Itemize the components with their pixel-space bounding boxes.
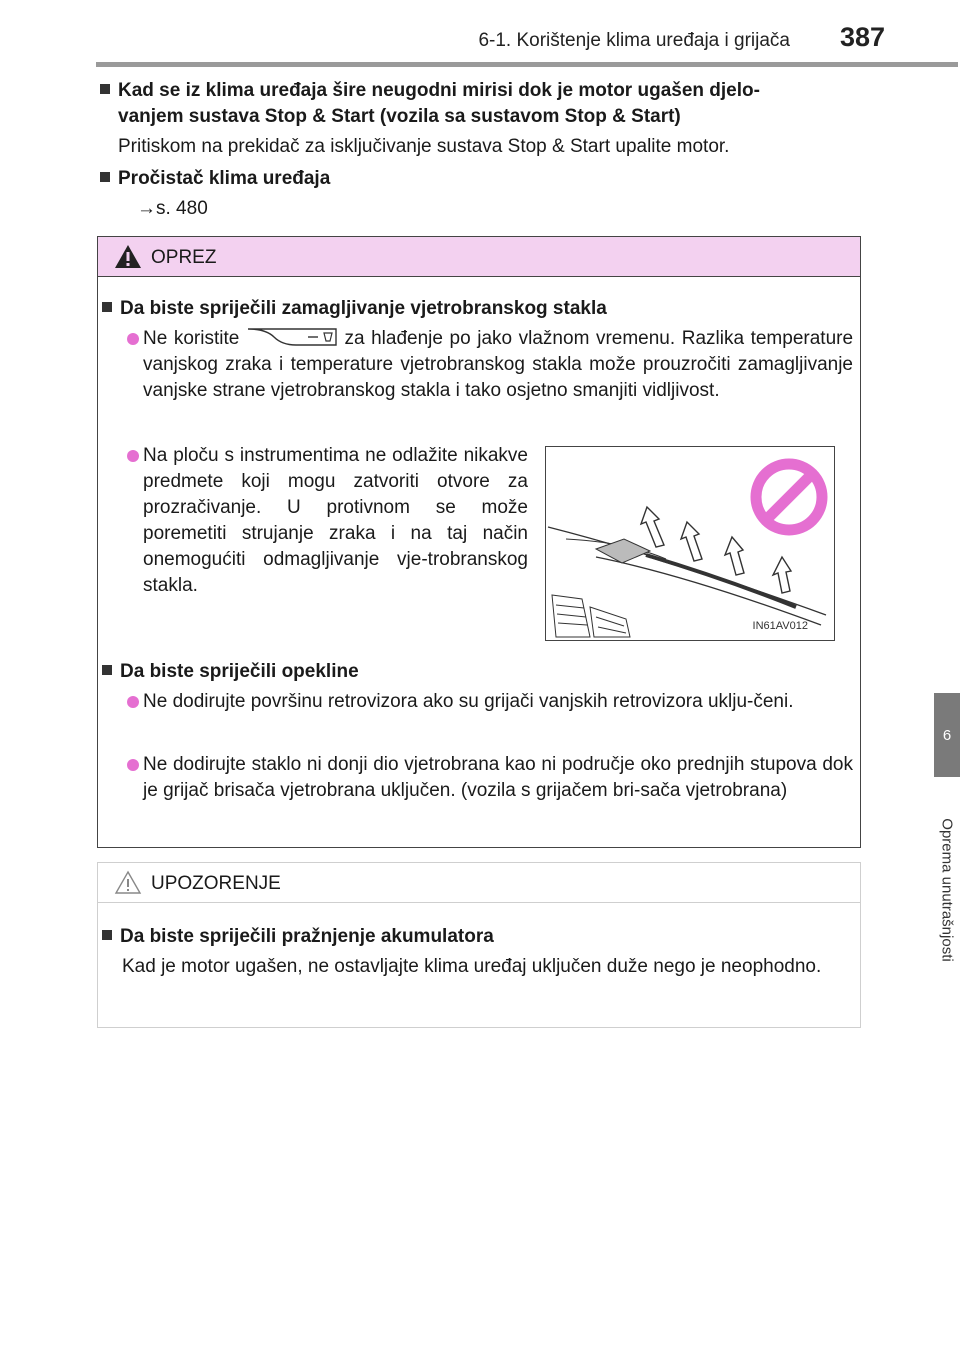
fog-item-1 (143, 326, 853, 404)
square-bullet-icon (100, 172, 110, 182)
square-bullet-icon (100, 84, 110, 94)
notice-box (97, 862, 861, 1028)
figure-code: IN61AV012 (752, 620, 808, 632)
filter-reference-link[interactable]: →s. 480 (137, 198, 208, 219)
page-number: 387 (840, 22, 886, 52)
notice-title: UPOZORENJE (151, 873, 281, 894)
bullet-dot-icon (127, 450, 139, 462)
airflow-arrow-icon (773, 557, 791, 593)
odors-heading (100, 78, 860, 104)
warning-triangle-icon (114, 244, 142, 269)
odors-heading-line2: vanjem sustava Stop & Start (vozila sa sustavom Stop & Start) (118, 106, 681, 127)
warning-outline-icon (114, 870, 142, 895)
header-rule (96, 62, 958, 67)
bullet-dot-icon (127, 333, 139, 345)
burns-heading (102, 659, 842, 685)
odors-text: Pritiskom na prekidač za isključivanje sustava Stop & Start upalite motor. (118, 136, 730, 157)
airflow-arrow-icon (725, 537, 744, 575)
windshield-defog-icon (246, 327, 338, 347)
burns-heading-text: Da biste spriječili opekline (120, 661, 359, 682)
fog-item-1-part2: za hlađenje po jako vlažnom vremenu. Razlika temperature vanjskog zraka i temperature vjetrobranskog stakla može prouzročiti zamagljivanje vanjske strane vjetrobranskog stakla i tako osjetno smanjiti vidljivost. (143, 328, 854, 401)
chapter-title: Oprema unutrašnjosti (938, 818, 956, 962)
caution-title: OPREZ (151, 247, 217, 268)
burns-item-1: Ne dodirujte površinu retrovizora ako su grijači vanjskih retrovizora uklju-čeni. (143, 691, 794, 712)
fog-item-1-part1: Ne koristite (143, 328, 240, 349)
caution-box (97, 236, 861, 848)
square-bullet-icon (102, 930, 112, 940)
fog-heading-text: Da biste spriječili zamagljivanje vjetrobranskog stakla (120, 298, 607, 319)
airflow-arrow-icon (681, 522, 702, 561)
square-bullet-icon (102, 302, 112, 312)
prohibition-icon (756, 464, 822, 530)
odors-heading-line1: Kad se iz klima uređaja šire neugodni mirisi dok je motor ugašen djelo- (118, 80, 760, 101)
burns-item-2: Ne dodirujte staklo ni donji dio vjetrobrana kao ni područje oko prednjih stupova dok je grijač brisača vjetrobrana uključen. (vozila s grijačem bri-sača vjetrobrana) (143, 754, 853, 801)
filter-heading-text: Pročistač klima uređaja (118, 168, 331, 189)
caution-header (98, 237, 860, 277)
dashboard-vents-figure (545, 446, 835, 641)
battery-heading (102, 924, 842, 950)
section-title: 6-1. Korištenje klima uređaja i grijača (478, 30, 790, 51)
dashboard-illustration (546, 447, 834, 640)
fog-heading (102, 296, 842, 322)
chapter-number: 6 (942, 726, 952, 744)
bullet-dot-icon (127, 696, 139, 708)
square-bullet-icon (102, 665, 112, 675)
notice-header (98, 863, 860, 903)
airflow-arrow-icon (641, 507, 664, 547)
filter-heading (100, 166, 840, 192)
battery-text: Kad je motor ugašen, ne ostavljajte klima uređaj uključen duže nego je neophodno. (122, 956, 822, 977)
battery-heading-text: Da biste spriječili pražnjenje akumulatora (120, 926, 494, 947)
fog-item-2: Na ploču s instrumentima ne odlažite nikakve predmete koji mogu zatvoriti otvore za prozračivanje. U protivnom se može poremetiti strujanje zraka i na taj način onemogućiti odmagljivanje vje-trobranskog stakla. (143, 445, 528, 596)
chapter-tab (934, 693, 960, 777)
bullet-dot-icon (127, 759, 139, 771)
